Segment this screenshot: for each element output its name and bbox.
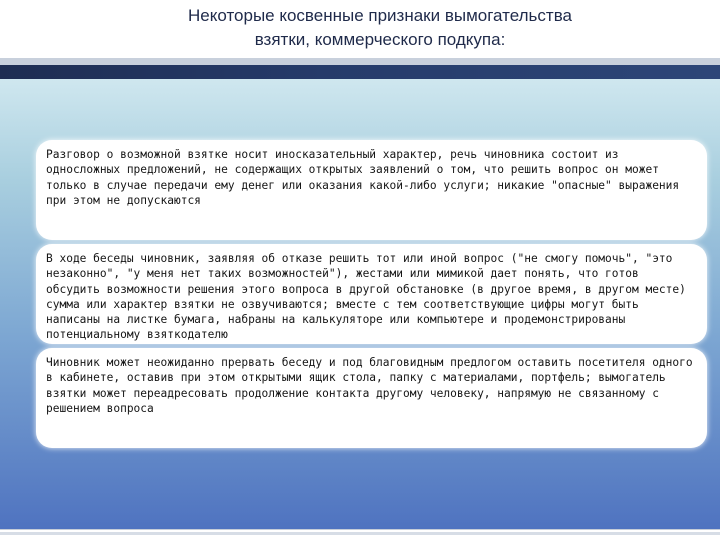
text-box-3-content: Чиновник может неожиданно прервать беседу и под благовидным предлогом оставить посетителя одного в кабинете, оставив при этом открытыми ящик стола, папку с материалами, портфель; вымогатель взятки может переадресовать продолжение контакта другому человеку, напрямую не связанному с решением вопроса <box>46 356 693 415</box>
text-box-2 <box>36 244 707 344</box>
slide-title <box>120 4 640 52</box>
header-band-dark <box>0 65 720 79</box>
text-box-1 <box>36 140 707 240</box>
slide-title-line-2: взятки, коммерческого подкупа: <box>254 30 506 49</box>
header-band-light <box>0 58 720 65</box>
slide-title-line-1: Некоторые косвенные признаки вымогательства <box>188 6 572 25</box>
text-box-3 <box>36 348 707 448</box>
text-box-2-content: В ходе беседы чиновник, заявляя об отказе решить тот или иной вопрос ("не смогу помочь", "это незаконно", "у меня нет таких возможностей"), жестами или мимикой дает понять, что готов обсудить возможности решения этого вопроса в другой обстановке (в другое время, в другом месте) сумма или характер взятки не озвучиваются; вместе с тем соответствующие цифры могут быть написаны на листке бумага, набраны на калькуляторе или компьютере и продемонстрированы потенциальному взяткодателю <box>46 252 686 342</box>
footer-bar <box>0 529 720 540</box>
text-box-1-content: Разговор о возможной взятке носит иносказательный характер, речь чиновника состоит из односложных предложений, не содержащих открытых заявлений о том, что решить вопрос он может только в случае передачи ему денег или оказания какой-либо услуги; никакие "опасные" выражения при этом не допускаются <box>46 148 680 207</box>
